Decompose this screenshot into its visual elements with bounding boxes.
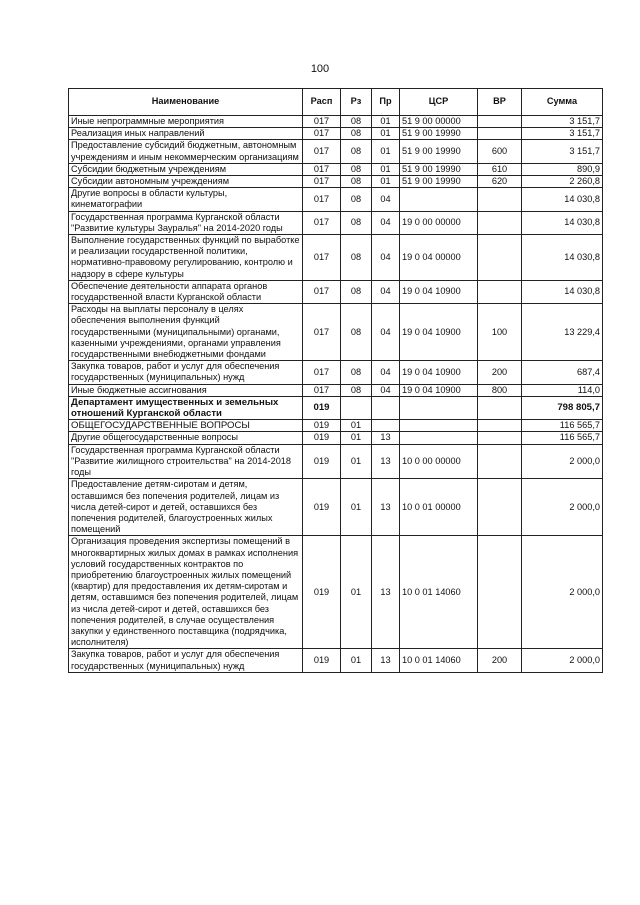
- cell-vr: [478, 432, 522, 444]
- header-sum: Сумма: [522, 89, 603, 116]
- cell-vr: [478, 235, 522, 281]
- table-row: [69, 116, 603, 128]
- cell-rasp: 019: [303, 536, 341, 649]
- cell-rz: 01: [341, 444, 372, 479]
- cell-csr: 10 0 00 00000: [400, 444, 478, 479]
- table-row: [69, 536, 603, 649]
- cell-name: Государственная программа Курганской области "Развитие культуры Зауралья" на 2014-2020 годы: [69, 211, 303, 234]
- cell-sum: 890,9: [522, 163, 603, 175]
- page-number: 100: [310, 63, 330, 75]
- cell-vr: 100: [478, 304, 522, 361]
- cell-rz: 08: [341, 163, 372, 175]
- cell-name: Государственная программа Курганской области "Развитие жилищного строительства" на 2014-2018 годы: [69, 444, 303, 479]
- table-row: [69, 280, 603, 303]
- cell-name: Предоставление субсидий бюджетным, автономным учреждениям и иным некоммерческим организациям: [69, 140, 303, 163]
- cell-rz: 08: [341, 211, 372, 234]
- cell-sum: 14 030,8: [522, 235, 603, 281]
- cell-vr: [478, 211, 522, 234]
- table-row: [69, 140, 603, 163]
- cell-pr: 01: [372, 128, 400, 140]
- cell-sum: 3 151,7: [522, 140, 603, 163]
- cell-vr: 200: [478, 649, 522, 672]
- cell-csr: 10 0 01 14060: [400, 649, 478, 672]
- cell-rz: 08: [341, 280, 372, 303]
- cell-name: Обеспечение деятельности аппарата органов государственной власти Курганской области: [69, 280, 303, 303]
- cell-sum: 2 000,0: [522, 536, 603, 649]
- cell-rasp: 019: [303, 444, 341, 479]
- cell-sum: 14 030,8: [522, 211, 603, 234]
- cell-pr: 01: [372, 163, 400, 175]
- cell-name: Расходы на выплаты персоналу в целях обеспечения выполнения функций государственными (муниципальными) органами, казенными учреждениями, органами управления государственными внебюджетными фондами: [69, 304, 303, 361]
- cell-rasp: 017: [303, 163, 341, 175]
- header-csr: ЦСР: [400, 89, 478, 116]
- cell-csr: 19 0 04 10900: [400, 280, 478, 303]
- cell-sum: 2 000,0: [522, 479, 603, 536]
- table-row: [69, 128, 603, 140]
- cell-vr: [478, 479, 522, 536]
- cell-pr: 04: [372, 235, 400, 281]
- cell-rz: 08: [341, 304, 372, 361]
- cell-rasp: 019: [303, 396, 341, 419]
- cell-rasp: 017: [303, 384, 341, 396]
- header-name: Наименование: [69, 89, 303, 116]
- cell-vr: 800: [478, 384, 522, 396]
- cell-pr: 04: [372, 280, 400, 303]
- cell-rasp: 017: [303, 235, 341, 281]
- budget-table: [68, 88, 603, 673]
- cell-rz: 01: [341, 536, 372, 649]
- cell-rz: 08: [341, 140, 372, 163]
- table-row: [69, 384, 603, 396]
- cell-pr: 01: [372, 176, 400, 188]
- table-row: [69, 649, 603, 672]
- cell-csr: 19 0 04 10900: [400, 304, 478, 361]
- cell-rasp: 017: [303, 188, 341, 211]
- cell-rz: 08: [341, 176, 372, 188]
- table-row: [69, 361, 603, 384]
- cell-rz: 08: [341, 361, 372, 384]
- cell-rasp: 017: [303, 140, 341, 163]
- cell-rasp: 019: [303, 432, 341, 444]
- cell-sum: 2 260,8: [522, 176, 603, 188]
- cell-vr: [478, 128, 522, 140]
- cell-name: Субсидии бюджетным учреждениям: [69, 163, 303, 175]
- cell-vr: [478, 280, 522, 303]
- cell-rasp: 017: [303, 128, 341, 140]
- cell-rasp: 017: [303, 361, 341, 384]
- table-header-row: [69, 89, 603, 116]
- table-row: [69, 432, 603, 444]
- cell-name: ОБЩЕГОСУДАРСТВЕННЫЕ ВОПРОСЫ: [69, 420, 303, 432]
- cell-pr: 13: [372, 479, 400, 536]
- cell-rz: 08: [341, 128, 372, 140]
- cell-name: Закупка товаров, работ и услуг для обеспечения государственных (муниципальных) нужд: [69, 649, 303, 672]
- cell-name: Субсидии автономным учреждениям: [69, 176, 303, 188]
- cell-rasp: 019: [303, 420, 341, 432]
- table-row: [69, 163, 603, 175]
- cell-rasp: 017: [303, 304, 341, 361]
- header-pr: Пр: [372, 89, 400, 116]
- cell-sum: 687,4: [522, 361, 603, 384]
- cell-rasp: 017: [303, 211, 341, 234]
- cell-vr: [478, 116, 522, 128]
- cell-sum: 13 229,4: [522, 304, 603, 361]
- table-row: [69, 420, 603, 432]
- cell-csr: [400, 396, 478, 419]
- table-row: [69, 304, 603, 361]
- cell-sum: 14 030,8: [522, 188, 603, 211]
- cell-pr: [372, 420, 400, 432]
- cell-rz: 08: [341, 116, 372, 128]
- table-row: [69, 176, 603, 188]
- cell-csr: [400, 188, 478, 211]
- cell-sum: 2 000,0: [522, 444, 603, 479]
- cell-vr: [478, 444, 522, 479]
- cell-sum: 2 000,0: [522, 649, 603, 672]
- cell-name: Другие общегосударственные вопросы: [69, 432, 303, 444]
- cell-sum: 3 151,7: [522, 128, 603, 140]
- cell-csr: 51 9 00 19990: [400, 140, 478, 163]
- cell-vr: 620: [478, 176, 522, 188]
- cell-rz: 08: [341, 384, 372, 396]
- cell-csr: 51 9 00 00000: [400, 116, 478, 128]
- table-row: [69, 396, 603, 419]
- cell-name: Выполнение государственных функций по выработке и реализации государственной политики, нормативно-правовому регулированию, контролю и надзору в сфере культуры: [69, 235, 303, 281]
- cell-name: Организация проведения экспертизы помещений в многоквартирных жилых домах в рамках исполнения условий государственных контрактов по приобретению благоустроенных жилых помещений (квартир) для предоставления их детям-сиротам и детям, оставшимся без попечения родителей, лицам из числа детей-сирот и детей, оставшихся без попечения родителей, в случае осуществления закупки у единственного поставщика (подрядчика, исполнителя): [69, 536, 303, 649]
- cell-name: Закупка товаров, работ и услуг для обеспечения государственных (муниципальных) нужд: [69, 361, 303, 384]
- cell-rz: 01: [341, 649, 372, 672]
- cell-rz: 01: [341, 479, 372, 536]
- cell-pr: 01: [372, 140, 400, 163]
- cell-csr: [400, 420, 478, 432]
- cell-rasp: 019: [303, 649, 341, 672]
- cell-name: Реализация иных направлений: [69, 128, 303, 140]
- cell-vr: 200: [478, 361, 522, 384]
- cell-vr: [478, 536, 522, 649]
- cell-sum: 3 151,7: [522, 116, 603, 128]
- table-body: [69, 116, 603, 673]
- cell-rasp: 017: [303, 280, 341, 303]
- cell-name: Иные бюджетные ассигнования: [69, 384, 303, 396]
- cell-vr: [478, 396, 522, 419]
- cell-name: Другие вопросы в области культуры, кинематографии: [69, 188, 303, 211]
- header-vr: ВР: [478, 89, 522, 116]
- cell-rz: 08: [341, 235, 372, 281]
- cell-csr: 19 0 04 00000: [400, 235, 478, 281]
- cell-csr: 51 9 00 19990: [400, 128, 478, 140]
- cell-csr: 19 0 00 00000: [400, 211, 478, 234]
- cell-sum: 14 030,8: [522, 280, 603, 303]
- cell-sum: 798 805,7: [522, 396, 603, 419]
- cell-rz: 01: [341, 432, 372, 444]
- cell-sum: 114,0: [522, 384, 603, 396]
- table-row: [69, 444, 603, 479]
- cell-vr: [478, 420, 522, 432]
- cell-pr: 13: [372, 536, 400, 649]
- cell-pr: 04: [372, 188, 400, 211]
- cell-pr: [372, 396, 400, 419]
- cell-vr: 600: [478, 140, 522, 163]
- cell-csr: 51 9 00 19990: [400, 176, 478, 188]
- table-row: [69, 188, 603, 211]
- cell-rasp: 017: [303, 116, 341, 128]
- cell-rasp: 017: [303, 176, 341, 188]
- cell-pr: 04: [372, 211, 400, 234]
- cell-sum: 116 565,7: [522, 432, 603, 444]
- cell-name: Департамент имущественных и земельных отношений Курганской области: [69, 396, 303, 419]
- table-row: [69, 211, 603, 234]
- cell-csr: 10 0 01 00000: [400, 479, 478, 536]
- cell-name: Иные непрограммные мероприятия: [69, 116, 303, 128]
- table-row: [69, 235, 603, 281]
- cell-pr: 13: [372, 444, 400, 479]
- cell-name: Предоставление детям-сиротам и детям, оставшимся без попечения родителей, лицам из числа детей-сирот и детей, оставшихся без попечения родителей, благоустроенных жилых помещений: [69, 479, 303, 536]
- cell-rz: 08: [341, 188, 372, 211]
- cell-pr: 04: [372, 384, 400, 396]
- cell-pr: 04: [372, 304, 400, 361]
- cell-rasp: 019: [303, 479, 341, 536]
- cell-csr: 10 0 01 14060: [400, 536, 478, 649]
- cell-rz: [341, 396, 372, 419]
- cell-pr: 01: [372, 116, 400, 128]
- cell-csr: 19 0 04 10900: [400, 361, 478, 384]
- cell-csr: [400, 432, 478, 444]
- cell-csr: 51 9 00 19990: [400, 163, 478, 175]
- header-rasp: Расп: [303, 89, 341, 116]
- cell-vr: 610: [478, 163, 522, 175]
- header-rz: Рз: [341, 89, 372, 116]
- cell-pr: 13: [372, 432, 400, 444]
- cell-pr: 13: [372, 649, 400, 672]
- table-row: [69, 479, 603, 536]
- cell-rz: 01: [341, 420, 372, 432]
- cell-pr: 04: [372, 361, 400, 384]
- cell-csr: 19 0 04 10900: [400, 384, 478, 396]
- cell-vr: [478, 188, 522, 211]
- cell-sum: 116 565,7: [522, 420, 603, 432]
